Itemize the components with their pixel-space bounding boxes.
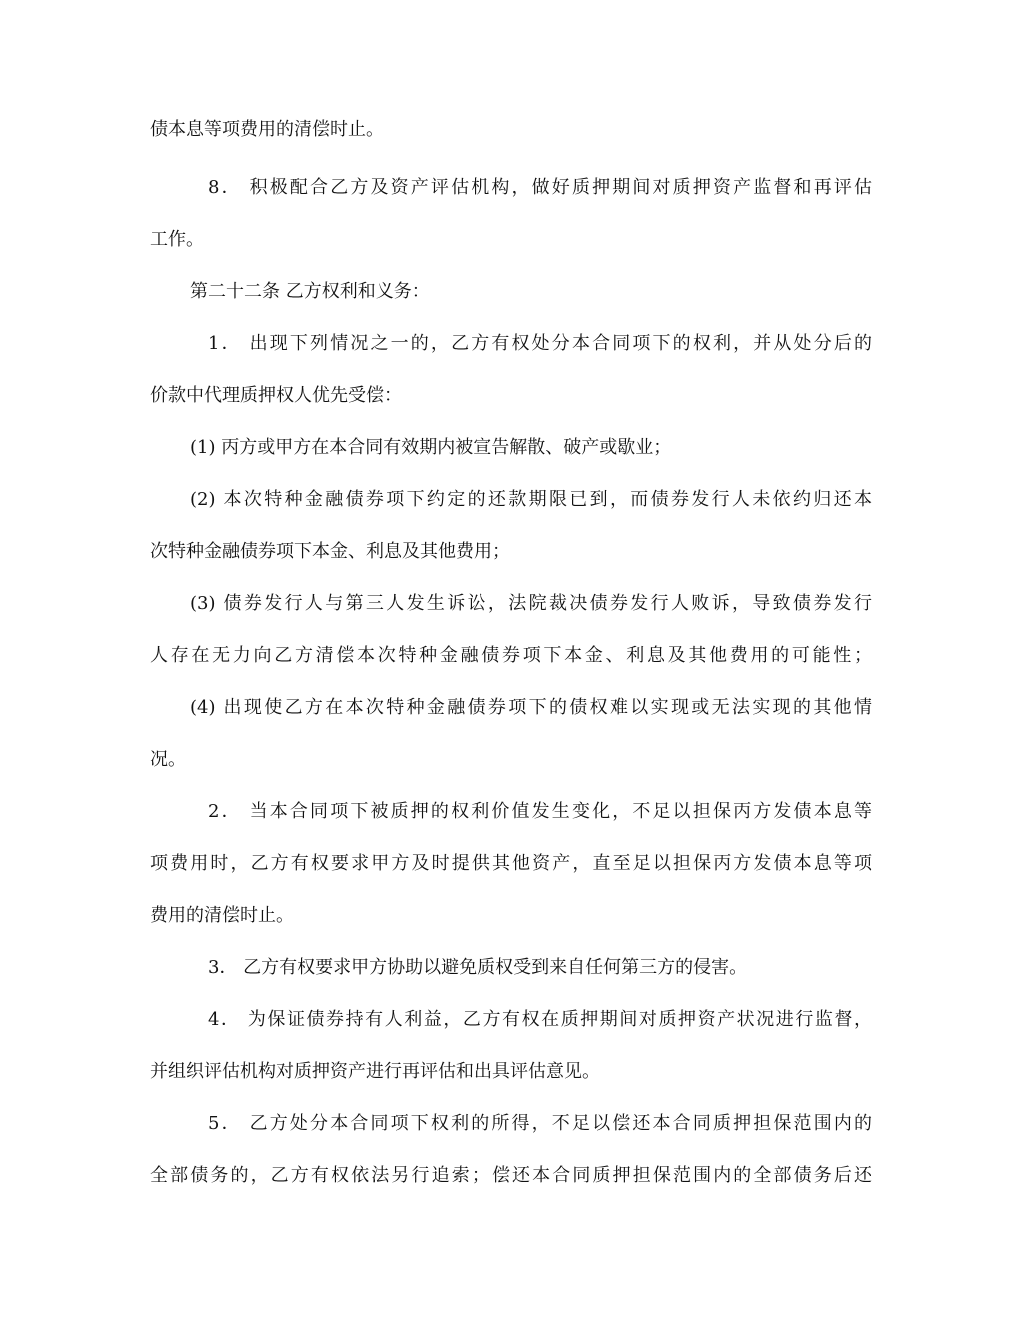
section-heading: 第二十二条 乙方权利和义务：	[190, 281, 430, 302]
text-line: 4． 为保证债券持有人利益，乙方有权在质押期间对质押资产状况进行监督，	[208, 1009, 872, 1030]
text-line: 人存在无力向乙方清偿本次特种金融债券项下本金、利息及其他费用的可能性；	[150, 645, 872, 666]
text-line: 1． 出现下列情况之一的，乙方有权处分本合同项下的权利，并从处分后的	[208, 333, 872, 354]
text-line: 并组织评估机构对质押资产进行再评估和出具评估意见。	[150, 1061, 600, 1082]
text-line: 债本息等项费用的清偿时止。	[150, 119, 384, 140]
text-line: 费用的清偿时止。	[150, 905, 294, 926]
text-line: 2． 当本合同项下被质押的权利价值发生变化，不足以担保丙方发债本息等	[208, 801, 872, 822]
text-line: 8． 积极配合乙方及资产评估机构，做好质押期间对质押资产监督和再评估	[208, 177, 872, 198]
text-line: 况。	[150, 749, 186, 770]
text-line: (1) 丙方或甲方在本合同有效期内被宣告解散、破产或歇业；	[190, 437, 672, 458]
text-line: 价款中代理质押权人优先受偿：	[150, 385, 402, 406]
text-line: (2) 本次特种金融债券项下约定的还款期限已到，而债券发行人未依约归还本	[190, 489, 872, 510]
text-line: 5． 乙方处分本合同项下权利的所得，不足以偿还本合同质押担保范围内的	[208, 1113, 872, 1134]
text-line: 项费用时，乙方有权要求甲方及时提供其他资产，直至足以担保丙方发债本息等项	[150, 853, 872, 874]
text-line: 工作。	[150, 229, 204, 250]
text-line: 次特种金融债券项下本金、利息及其他费用；	[150, 541, 510, 562]
text-line: 全部债务的，乙方有权依法另行追索；偿还本合同质押担保范围内的全部债务后还	[150, 1165, 872, 1186]
text-line: (3) 债券发行人与第三人发生诉讼，法院裁决债券发行人败诉，导致债券发行	[190, 593, 872, 614]
text-line: (4) 出现使乙方在本次特种金融债券项下的债权难以实现或无法实现的其他情	[190, 697, 872, 718]
text-line: 3． 乙方有权要求甲方协助以避免质权受到来自任何第三方的侵害。	[208, 957, 748, 978]
